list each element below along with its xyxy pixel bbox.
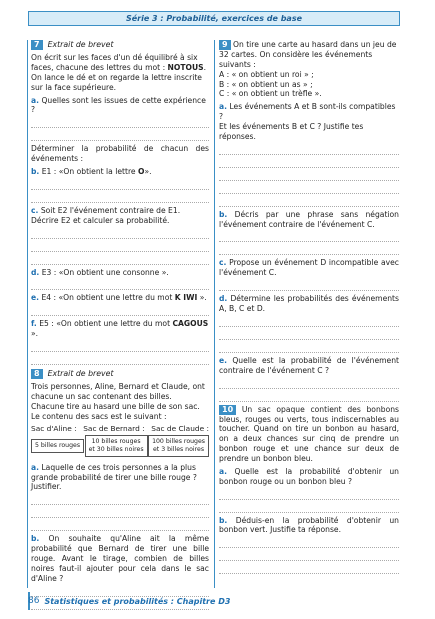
left-margin-rule bbox=[27, 40, 28, 588]
answer-line bbox=[31, 242, 209, 252]
bag-bernard-box: 10 billes rouges et 30 billes noires bbox=[85, 435, 148, 457]
answer-line bbox=[219, 503, 399, 513]
column-divider bbox=[214, 40, 215, 588]
exercise-7-intro: On écrit sur les faces d'un dé équilibré à six faces, chacune des lettres du mot : NOTOUS. On lance le dé et on regarde la lettre inscrite sur la face supérieure. bbox=[31, 53, 207, 92]
exercise-7-number: 7 bbox=[31, 40, 43, 50]
answer-line bbox=[219, 145, 399, 155]
answer-line bbox=[31, 306, 209, 316]
bag-contents bbox=[31, 435, 209, 457]
page-footer bbox=[28, 596, 230, 608]
answer-line bbox=[31, 508, 209, 518]
bag-aline-box: 5 billes rouges bbox=[31, 439, 84, 453]
answer-line bbox=[219, 343, 399, 353]
answer-line bbox=[219, 281, 399, 291]
answer-line bbox=[31, 342, 209, 352]
answer-line bbox=[219, 171, 399, 181]
left-column bbox=[31, 40, 209, 613]
answer-line bbox=[31, 255, 209, 265]
answer-line bbox=[219, 379, 399, 389]
exercise-8-intro: Trois personnes, Aline, Bernard et Claude, ont chacune un sac contenant des billes. Chacune tire au hasard une bille de son sac. Le contenu des sacs est le suivant : bbox=[31, 382, 205, 421]
answer-line bbox=[219, 490, 399, 500]
exercise-9-intro: 9 On tire une carte au hasard dans un jeu de 32 cartes. On considère les événements suivants : A : « on obtient un roi » ; B : « on obtient un as » ; C : « on obtient un trèfle ». bbox=[219, 40, 397, 99]
exercise-10-question-a: a. Quelle est la probabilité d'obtenir un bonbon rouge ou un bonbon bleu ? bbox=[219, 466, 399, 486]
answer-line bbox=[219, 538, 399, 548]
exercise-9-question-d: d. Détermine les probabilités des événements A, B, C et D. bbox=[219, 294, 399, 314]
exercise-8-number: 8 bbox=[31, 369, 43, 379]
bag-title-bernard: Sac de Bernard : bbox=[83, 423, 145, 433]
exercise-8-question-a: a. Laquelle de ces trois personnes a la plus grande probabilité de tirer une bille rouge ? Justifier. bbox=[31, 462, 197, 492]
answer-line bbox=[31, 193, 209, 203]
exercise-8-heading bbox=[31, 369, 209, 379]
answer-line bbox=[219, 392, 399, 402]
exercise-8-source: Extrait de brevet bbox=[47, 369, 114, 379]
exercise-7-heading bbox=[31, 40, 209, 50]
answer-line bbox=[31, 355, 209, 365]
bag-titles bbox=[31, 424, 209, 434]
exercise-9-question-e: e. Quelle est la probabilité de l'événement contraire de l'événement C ? bbox=[219, 355, 399, 375]
answer-line bbox=[219, 330, 399, 340]
exercise-7-question-e: e. E4 : «On obtient une lettre du mot K IWI ». bbox=[31, 293, 207, 303]
exercise-7-source: Extrait de brevet bbox=[47, 40, 114, 49]
exercise-9-question-b: b. Décris par une phrase sans négation l'événement contraire de l'événement C. bbox=[219, 209, 399, 229]
exercise-7-question-c: c. Soit E2 l'événement contraire de E1. Décrire E2 et calculer sa probabilité. bbox=[31, 205, 181, 225]
answer-line bbox=[219, 158, 399, 168]
exercise-7-question-d: d. E3 : «On obtient une consonne ». bbox=[31, 267, 169, 277]
answer-line bbox=[31, 521, 209, 531]
answer-line bbox=[219, 317, 399, 327]
answer-line bbox=[219, 232, 399, 242]
answer-line bbox=[31, 280, 209, 290]
answer-line bbox=[31, 118, 209, 128]
chapter-title: Statistiques et probabilités : Chapitre D3 bbox=[44, 596, 231, 606]
right-column bbox=[219, 40, 399, 577]
answer-line bbox=[219, 245, 399, 255]
answer-line bbox=[31, 495, 209, 505]
bag-title-claude: Sac de Claude : bbox=[151, 423, 209, 433]
exercise-7-question-f: f. E5 : «On obtient une lettre du mot CAGOUS ». bbox=[31, 319, 209, 339]
exercise-9-question-a: a. Les événements A et B sont-ils compatibles ? Et les événements B et C ? Justifie tes réponses. bbox=[219, 102, 396, 141]
exercise-8-question-b: b. On souhaite qu'Aline ait la même probabilité que Bernard de tirer une bille rouge. Avant le tirage, combien de billes noires faut-il ajouter pour cela dans le sac d'Aline ? bbox=[31, 534, 209, 583]
answer-line bbox=[31, 229, 209, 239]
bag-claude-box: 100 billes rouges et 3 billes noires bbox=[148, 435, 209, 457]
exercise-7-question-a: a. Quelles sont les issues de cette expérience ? bbox=[31, 95, 206, 115]
series-header: Série 3 : Probabilité, exercices de base bbox=[28, 11, 400, 26]
exercise-10-number: 10 bbox=[219, 405, 236, 415]
exercise-10-question-b: b. Déduis-en la probabilité d'obtenir un bonbon vert. Justifie ta réponse. bbox=[219, 515, 399, 535]
exercise-7-determine: Déterminer la probabilité de chacun des événements : bbox=[31, 144, 209, 164]
answer-line bbox=[219, 197, 399, 207]
exercise-9-question-c: c. Propose un événement D incompatible avec l'événement C. bbox=[219, 258, 399, 278]
answer-line bbox=[219, 551, 399, 561]
answer-line bbox=[31, 131, 209, 141]
page-number: 86 bbox=[28, 596, 40, 606]
answer-line bbox=[219, 184, 399, 194]
bag-title-aline: Sac d'Aline : bbox=[31, 423, 77, 433]
exercise-7-question-b: b. E1 : «On obtient la lettre O». bbox=[31, 167, 152, 176]
exercise-10-intro: 10 Un sac opaque contient des bonbons bleus, rouges ou verts, tous indiscernables au toucher. Quand on tire un bonbon au hasard, on a deux chances sur cinq de prendre un bonbon rouge et une chance sur deux de prendre un bonbon bleu. bbox=[219, 404, 399, 464]
answer-line bbox=[31, 180, 209, 190]
exercise-9-number: 9 bbox=[219, 40, 231, 50]
answer-line bbox=[219, 564, 399, 574]
